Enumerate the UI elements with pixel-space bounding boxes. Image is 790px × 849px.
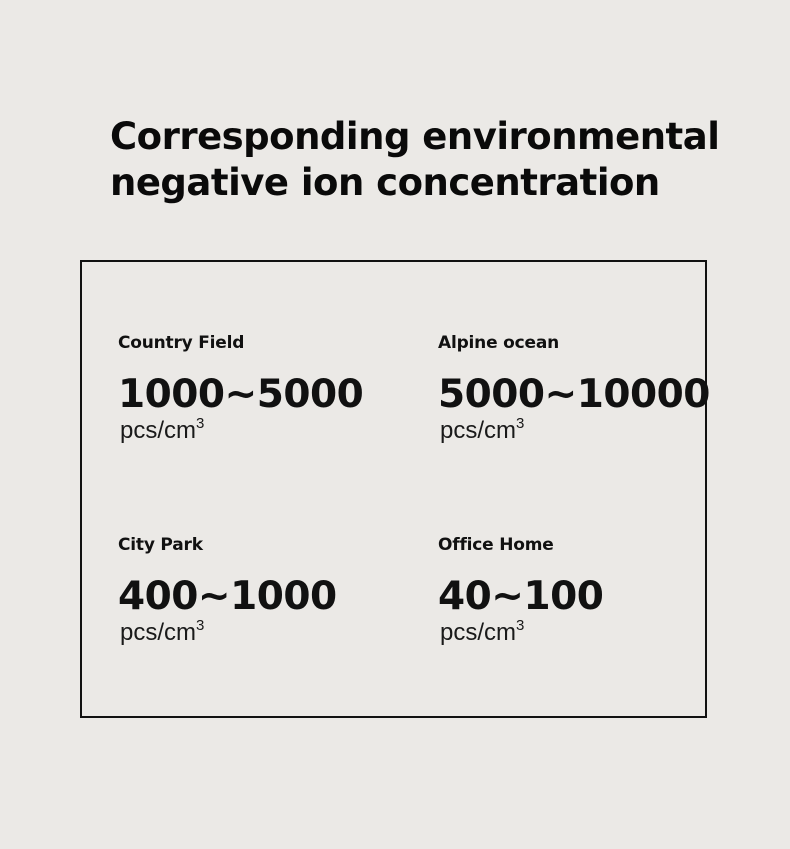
unit-text: pcs/cm	[440, 417, 517, 444]
unit-superscript: 3	[516, 617, 525, 634]
environment-label: Alpine ocean	[438, 333, 559, 353]
title-line-1: Corresponding environmental	[110, 115, 720, 158]
environment-label: City Park	[118, 535, 203, 555]
page-title	[110, 114, 750, 206]
title-line-2: negative ion concentration	[110, 161, 660, 204]
environment-card-office-home	[438, 534, 718, 648]
unit-text: pcs/cm	[440, 619, 517, 646]
unit-text: pcs/cm	[120, 417, 197, 444]
environment-label: Country Field	[118, 333, 245, 353]
concentration-box	[80, 260, 710, 718]
concentration-range: 40~100	[438, 574, 604, 619]
environment-label: Office Home	[438, 535, 554, 555]
unit-superscript: 3	[196, 415, 205, 432]
environment-card-city-park	[118, 534, 398, 648]
concentration-unit	[440, 618, 718, 648]
concentration-unit	[440, 416, 718, 446]
concentration-range: 1000~5000	[118, 372, 364, 417]
concentration-range: 5000~10000	[438, 372, 710, 417]
concentration-unit	[120, 416, 398, 446]
unit-superscript: 3	[196, 617, 205, 634]
unit-superscript: 3	[516, 415, 525, 432]
unit-text: pcs/cm	[120, 619, 197, 646]
concentration-range: 400~1000	[118, 574, 337, 619]
concentration-unit	[120, 618, 398, 648]
environment-card-alpine-ocean	[438, 332, 718, 446]
environment-card-country-field	[118, 332, 398, 446]
